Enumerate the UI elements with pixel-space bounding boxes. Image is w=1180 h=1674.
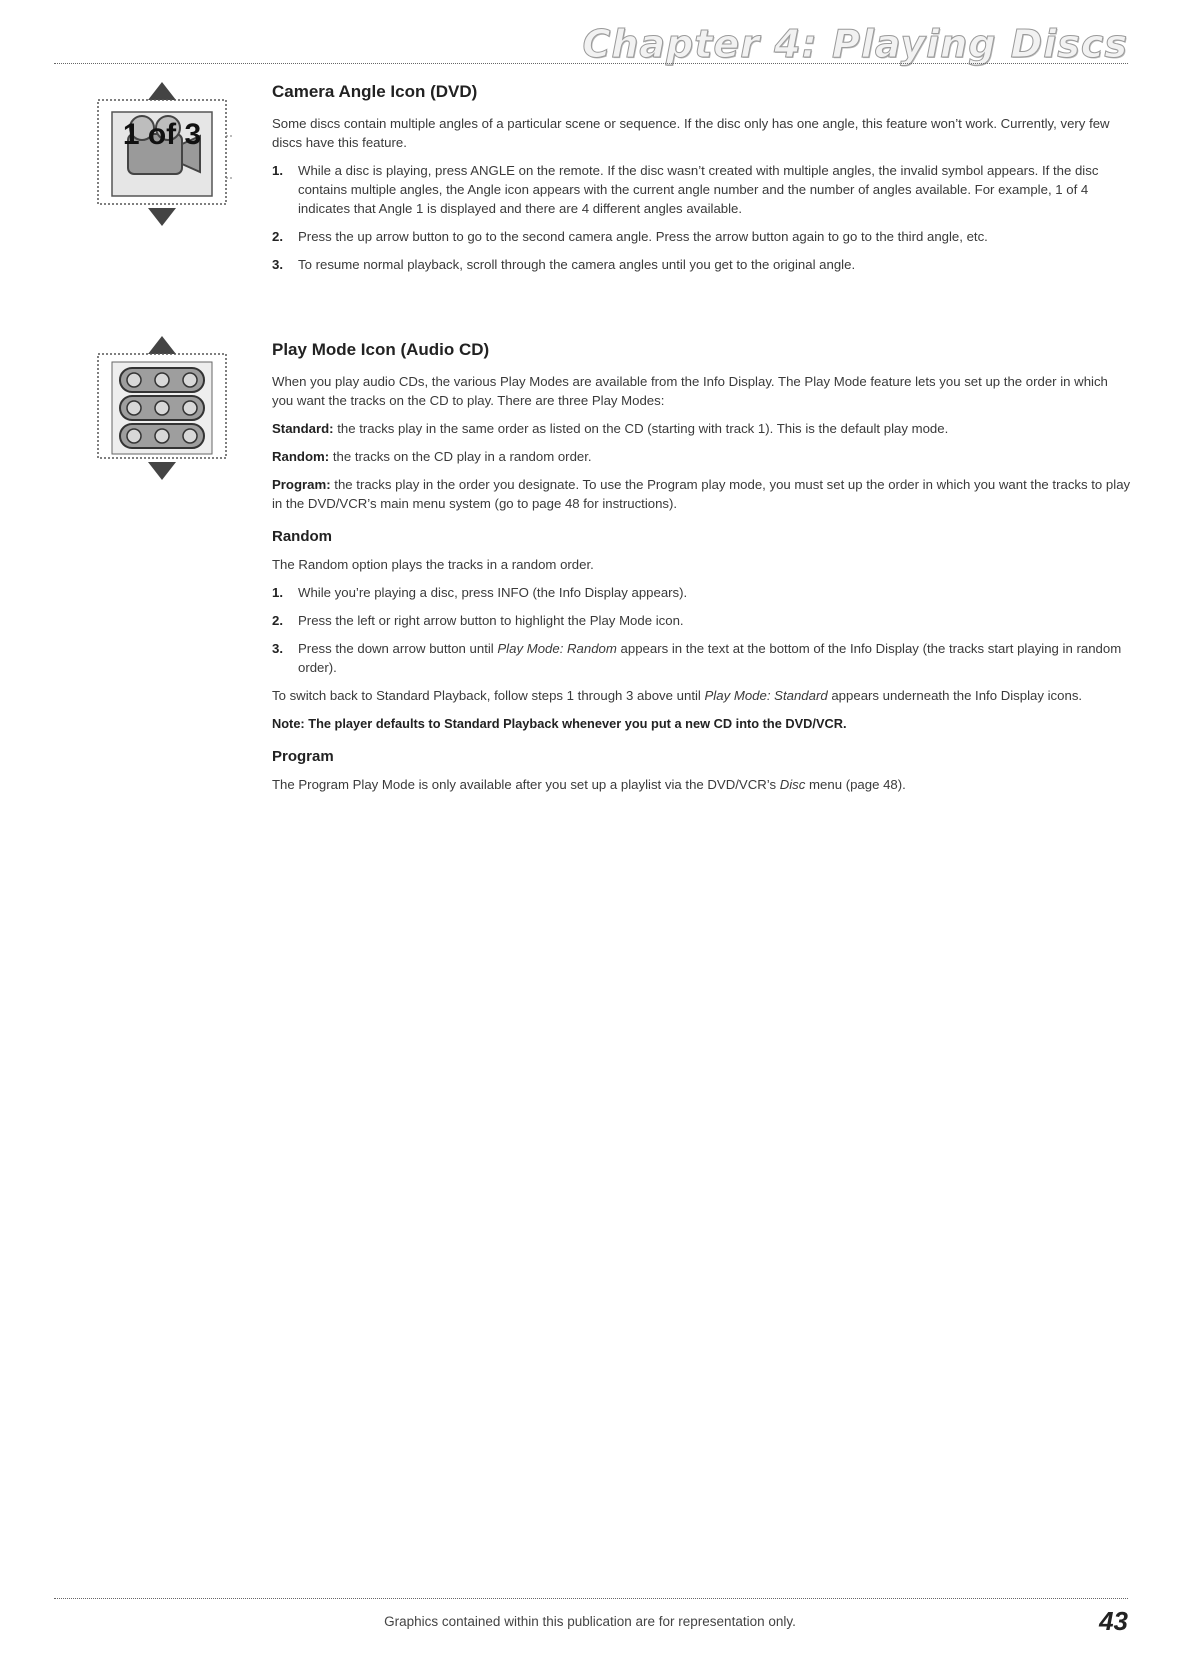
play-mode-section — [272, 340, 1132, 803]
program-heading: Program — [272, 748, 334, 765]
list-item: 2. Press the left or right arrow button to highlight the Play Mode icon. — [272, 613, 684, 628]
play-mode-intro: When you play audio CDs, the various Play Modes are available from the Info Display. The Play Mode feature lets you set up the order in which you want the tracks on the CD to play. There are three Play Modes: — [272, 374, 1108, 408]
camera-angle-steps — [272, 161, 1132, 274]
random-intro: The Random option plays the tracks in a random order. — [272, 557, 594, 572]
mode-standard: Standard: the tracks play in the same order as listed on the CD (starting with track 1). This is the default play mode. — [272, 421, 949, 436]
program-text: The Program Play Mode is only available after you set up a playlist via the DVD/VCR’s Disc menu (page 48). — [272, 777, 906, 792]
footer-note: Graphics contained within this publication are for representation only. — [384, 1614, 796, 1629]
list-item: 1. While you’re playing a disc, press INFO (the Info Display appears). — [272, 585, 688, 600]
list-item: 2. Press the up arrow button to go to the second camera angle. Press the arrow button again to go to the third angle, etc. — [272, 229, 988, 244]
chapter-title: Chapter 4: Playing Discs — [582, 22, 1128, 66]
play-mode-heading: Play Mode Icon (Audio CD) — [272, 340, 490, 359]
random-steps — [272, 583, 1132, 677]
list-item: 1. While a disc is playing, press ANGLE on the remote. If the disc wasn’t created with multiple angles, the invalid symbol appears. If the disc contains multiple angles, the Angle icon appears with the current angle number and the number of angles available. For example, 1 of 4 indicates that Angle 1 is displayed and there are 4 different angles available. — [272, 163, 1099, 216]
footer-divider — [54, 1598, 1128, 1599]
random-switch-back: To switch back to Standard Playback, follow steps 1 through 3 above until Play Mode: Standard appears underneath the Info Display icons. — [272, 688, 1083, 703]
play-mode-icon — [92, 332, 232, 484]
mode-random: Random: the tracks on the CD play in a random order. — [272, 449, 592, 464]
random-heading: Random — [272, 528, 332, 545]
page-number: 43 — [1099, 1606, 1128, 1636]
camera-angle-label: 1 of 3 — [122, 118, 202, 151]
header-divider — [54, 63, 1128, 64]
camera-angle-heading: Camera Angle Icon (DVD) — [272, 82, 478, 101]
mode-program: Program: the tracks play in the order you designate. To use the Program play mode, you must set up the order in which you want the tracks to play in the DVD/VCR’s main menu system (go to page 48 for instructions). — [272, 477, 1131, 511]
list-item: 3. Press the down arrow button until Play Mode: Random appears in the text at the bottom of the Info Display (the tracks start playing in random order). — [272, 641, 1122, 675]
camera-angle-icon — [92, 78, 232, 230]
camera-angle-section — [272, 82, 1132, 283]
random-note: Note: The player defaults to Standard Playback whenever you put a new CD into the DVD/VCR. — [272, 716, 847, 731]
camera-angle-intro: Some discs contain multiple angles of a particular scene or sequence. If the disc only has one angle, this feature won’t work. Currently, very few discs have this feature. — [272, 116, 1110, 150]
list-item: 3. To resume normal playback, scroll through the camera angles until you get to the original angle. — [272, 257, 856, 272]
